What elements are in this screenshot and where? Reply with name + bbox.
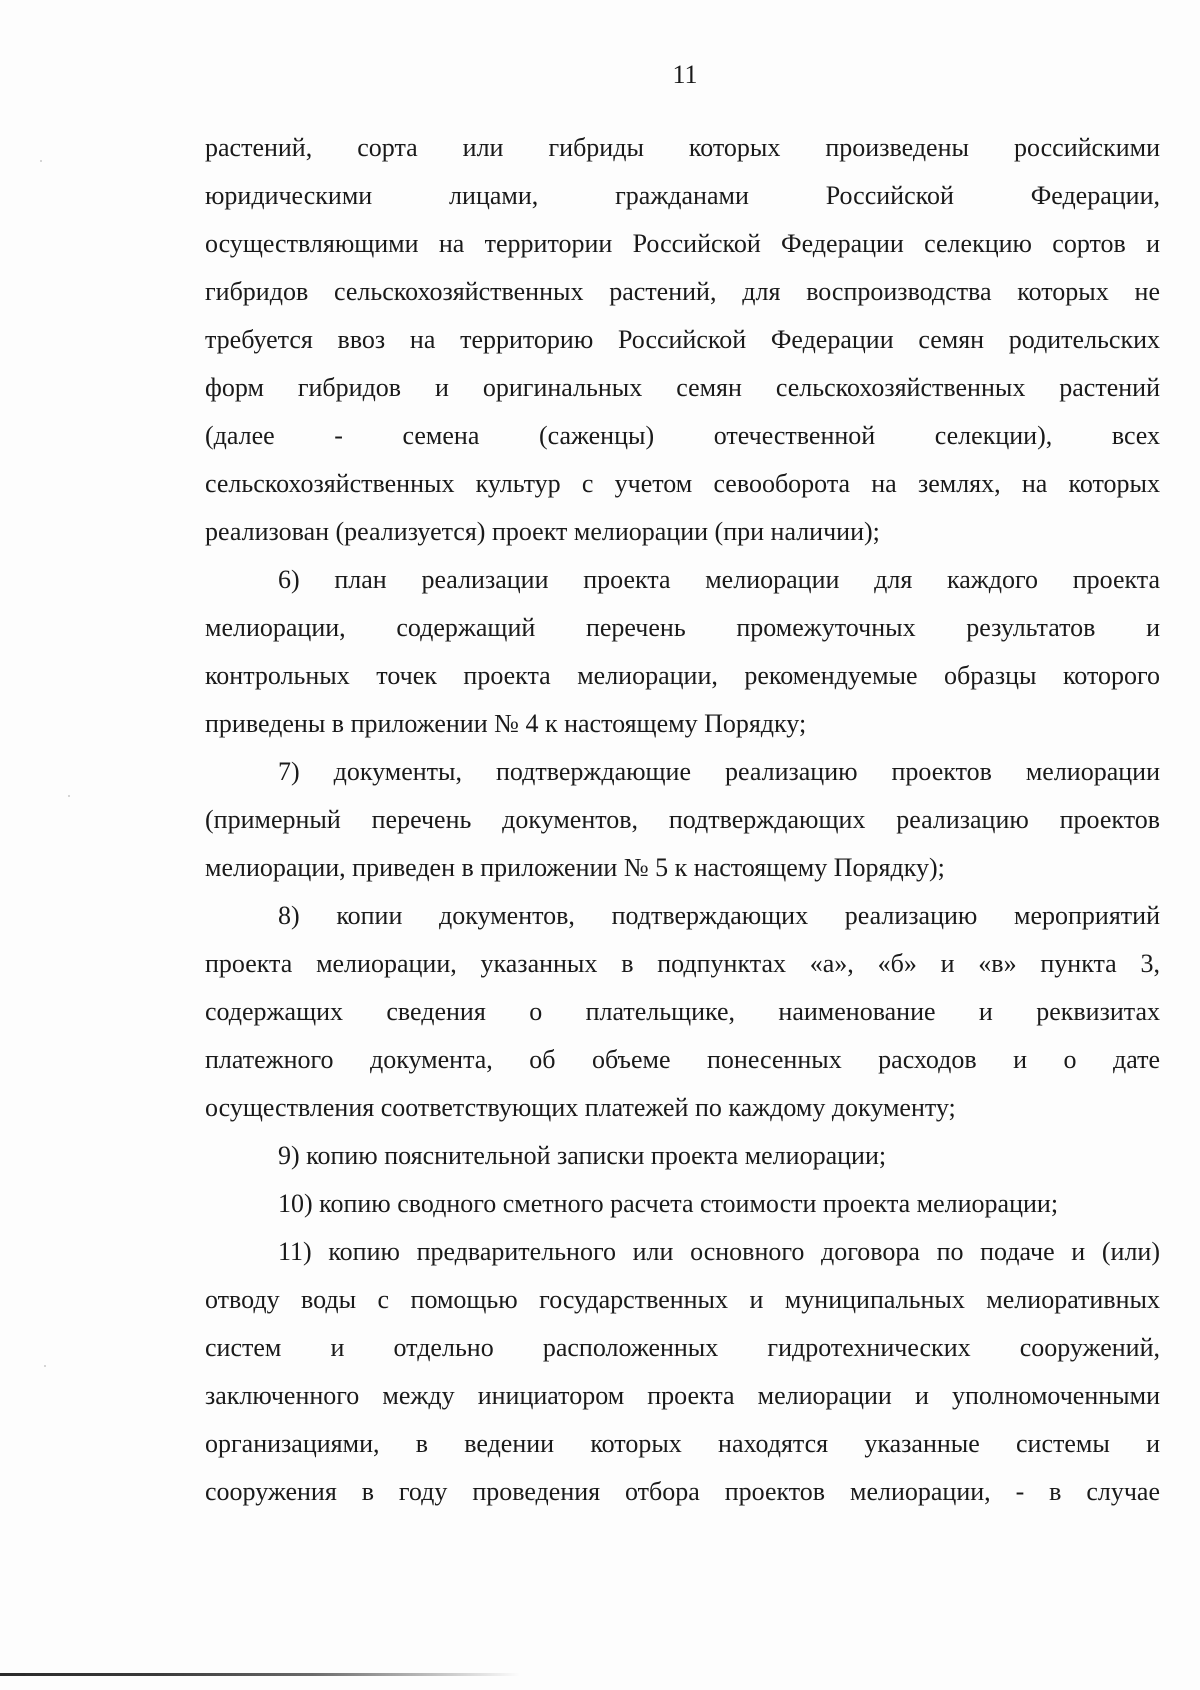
text-line: (примерный перечень документов, подтверждающих реализацию проектов [205, 805, 1160, 834]
text-line: проекта мелиорации, указанных в подпунктах «а», «б» и «в» пункта 3, [205, 949, 1160, 978]
text-line: осуществляющими на территории Российской Федерации селекцию сортов и [205, 229, 1160, 258]
text-line: (далее - семена (саженцы) отечественной селекции), всех [205, 421, 1160, 450]
text-line: организациями, в ведении которых находятся указанные системы и [205, 1429, 1160, 1458]
scan-speck [68, 795, 70, 797]
text-line: сельскохозяйственных культур с учетом севооборота на землях, на которых [205, 469, 1160, 498]
text-line: сооружения в году проведения отбора проектов мелиорации, - в случае [205, 1477, 1160, 1506]
text-line: юридическими лицами, гражданами Российской Федерации, [205, 181, 1160, 210]
text-line: 9) копию пояснительной записки проекта мелиорации; [278, 1141, 887, 1170]
text-line: содержащих сведения о плательщике, наименование и реквизитах [205, 997, 1160, 1026]
text-line: мелиорации, приведен в приложении № 5 к настоящему Порядку); [205, 853, 945, 882]
paragraph-item-11 [205, 1228, 1160, 1516]
text-line: заключенного между инициатором проекта мелиорации и уполномоченными [205, 1381, 1160, 1410]
scan-speck [44, 1365, 46, 1367]
text-line: мелиорации, содержащий перечень промежуточных результатов и [205, 613, 1160, 642]
document-body [205, 124, 1160, 1516]
text-line: растений, сорта или гибриды которых произведены российскими [205, 133, 1160, 162]
text-line: 6) план реализации проекта мелиорации для каждого проекта [278, 565, 1160, 594]
text-line: контрольных точек проекта мелиорации, рекомендуемые образцы которого [205, 661, 1160, 690]
text-line: 10) копию сводного сметного расчета стоимости проекта мелиорации; [278, 1189, 1059, 1218]
paragraph-item-7 [205, 748, 1160, 892]
paragraph-item-6 [205, 556, 1160, 748]
text-line: 11) копию предварительного или основного договора по подаче и (или) [278, 1237, 1160, 1266]
paragraph-item-9 [205, 1132, 1160, 1180]
text-line: приведены в приложении № 4 к настоящему Порядку; [205, 709, 807, 738]
text-line: форм гибридов и оригинальных семян сельскохозяйственных растений [205, 373, 1160, 402]
text-line: гибридов сельскохозяйственных растений, для воспроизводства которых не [205, 277, 1160, 306]
scan-edge-line [0, 1673, 520, 1676]
text-line: систем и отдельно расположенных гидротехнических сооружений, [205, 1333, 1160, 1362]
text-line: требуется ввоз на территорию Российской Федерации семян родительских [205, 325, 1160, 354]
paragraph-item-10 [205, 1180, 1160, 1228]
paragraph-item-8 [205, 892, 1160, 1132]
text-line: платежного документа, об объеме понесенных расходов и о дате [205, 1045, 1160, 1074]
page-number: 11 [672, 60, 698, 89]
text-line: реализован (реализуется) проект мелиорации (при наличии); [205, 517, 880, 546]
text-line: 7) документы, подтверждающие реализацию проектов мелиорации [278, 757, 1160, 786]
text-line: 8) копии документов, подтверждающих реализацию мероприятий [278, 901, 1160, 930]
scan-speck [40, 160, 42, 162]
text-line: отводу воды с помощью государственных и муниципальных мелиоративных [205, 1285, 1160, 1314]
paragraph-continuation [205, 124, 1160, 556]
text-line: осуществления соответствующих платежей по каждому документу; [205, 1093, 956, 1122]
